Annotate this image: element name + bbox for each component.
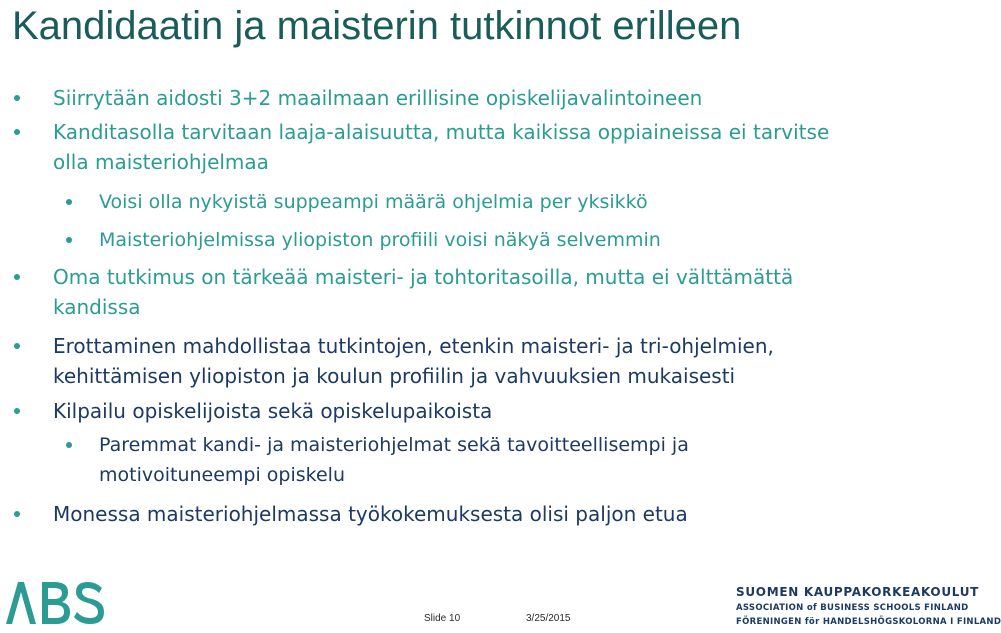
bullet-dot-icon [66,442,72,448]
bullet-line: motivoituneempi opiskelu [99,464,346,486]
organization-logo-text [736,583,1001,629]
bullet-dot-icon [14,129,20,135]
bullet-line: Kanditasolla tarvitaan laaja-alaisuutta, mutta kaikissa oppiaineissa ei tarvitse [53,120,830,144]
bullet-dot-icon [66,199,72,205]
bullet-line: Siirrytään aidosti 3+2 maailmaan erillisine opiskelijavalintoineen [53,86,703,110]
bullet-dot-icon [14,274,20,280]
bullet-line: kandissa [53,295,141,319]
org-line-english: ASSOCIATION of BUSINESS SCHOOLS FINLAND [736,603,969,613]
bullet-line: Oma tutkimus on tärkeää maisteri- ja tohtoritasoilla, mutta ei välttämättä [53,265,794,289]
bullet-line: Paremmat kandi- ja maisteriohjelmat sekä tavoitteellisempi ja [99,434,689,456]
bullet-line: kehittämisen yliopiston ja koulun profiilin ja vahvuuksien mukaisesti [53,364,736,388]
bullet-line: Voisi olla nykyistä suppeampi määrä ohjelmia per yksikkö [99,191,648,213]
slide-number: Slide 10 [424,613,461,624]
abs-logo-icon [4,576,114,628]
bullet-dot-icon [14,408,20,414]
slide-date: 3/25/2015 [526,613,571,624]
org-line-swedish: FÖRENINGEN för HANDELSHÖGSKOLORNA I FINLAND [736,617,1001,627]
slide-title: Kandidaatin ja maisterin tutkinnot erilleen [12,4,742,48]
org-name: SUOMEN KAUPPAKORKEAKOULUT [736,585,980,599]
bullet-line: Monessa maisteriohjelmassa työkokemuksesta olisi paljon etua [53,502,688,526]
bullet-dot-icon [14,95,20,101]
bullet-dot-icon [14,511,20,517]
bullet-line: Erottaminen mahdollistaa tutkintojen, etenkin maisteri- ja tri-ohjelmien, [53,334,774,358]
bullet-line: olla maisteriohjelmaa [53,150,269,174]
bullet-dot-icon [66,237,72,243]
bullet-line: Maisteriohjelmissa yliopiston profiili voisi näkyä selvemmin [99,229,661,251]
bullet-line: Kilpailu opiskelijoista sekä opiskelupaikoista [53,399,493,423]
bullet-dot-icon [14,343,20,349]
